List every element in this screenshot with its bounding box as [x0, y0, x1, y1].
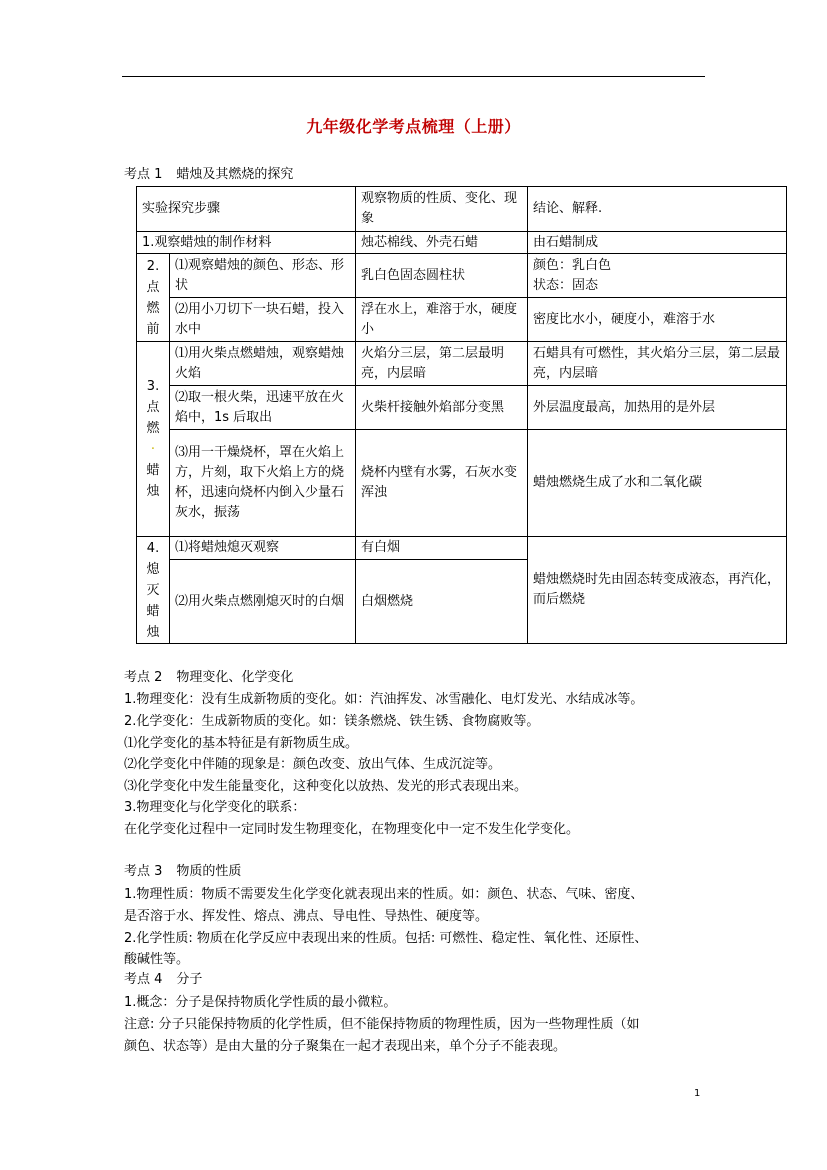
header-rule	[122, 76, 705, 77]
observe-cell: 乳白色固态圆柱状	[356, 254, 528, 298]
conclusion-cell: 由石蜡制成	[528, 232, 787, 254]
section-4-label: 考点 4	[124, 972, 163, 987]
step-cell: ⑴将蜡烛熄灭观察	[170, 537, 356, 560]
table-header-row	[137, 187, 787, 232]
step-cell: ⑵取一根火柴，迅速平放在火焰中，1s 后取出	[170, 386, 356, 430]
conclusion-cell: 蜡烛燃烧生成了水和二氧化碳	[528, 430, 787, 537]
observe-cell: 烧杯内壁有水雾，石灰水变浑浊	[356, 430, 528, 537]
experiment-table	[136, 186, 787, 644]
section-2-line: ⑶化学变化中发生能量变化，这种变化以放热、发光的形式表现出来。	[124, 779, 528, 794]
page-number: 1	[694, 1088, 701, 1099]
conclusion-cell: 密度比水小，硬度小，难溶于水	[528, 298, 787, 342]
step-cell: ⑵用小刀切下一块石蜡，投入水中	[170, 298, 356, 342]
section-2-label: 考点 2	[124, 670, 163, 685]
section-2-line: ⑴化学变化的基本特征是有新物质生成。	[124, 736, 359, 751]
section-2-line: 3.物理变化与化学变化的联系：	[124, 800, 306, 815]
observe-cell: 火柴杆接触外焰部分变黑	[356, 386, 528, 430]
observe-cell: 火焰分三层，第二层最明亮，内层暗	[356, 342, 528, 386]
observe-cell: 有白烟	[356, 537, 528, 560]
table-row	[137, 342, 787, 386]
section-4-heading	[124, 970, 202, 990]
observe-cell: 烛芯棉线、外壳石蜡	[356, 232, 528, 254]
section-1-label: 考点 1	[124, 167, 163, 182]
step-cell: ⑴观察蜡烛的颜色、形态、形状	[170, 254, 356, 298]
step-cell: ⑴用火柴点燃蜡烛，观察蜡烛火焰	[170, 342, 356, 386]
table-row	[137, 430, 787, 537]
conclusion-cell: 颜色：乳白色 状态：固态	[528, 254, 787, 298]
group-3-label: 3. 点 燃 · 蜡 烛	[137, 342, 170, 537]
dot-mark: ·	[150, 442, 156, 457]
section-4-line: 1.概念：分子是保持物质化学性质的最小微粒。	[124, 995, 397, 1010]
step-cell: ⑵用火柴点燃刚熄灭时的白烟	[170, 560, 356, 644]
section-4-line: 颜色、状态等）是由大量的分子聚集在一起才表现出来，单个分子不能表现。	[124, 1039, 567, 1054]
step-cell: ⑶用一干燥烧杯，罩在火焰上方，片刻，取下火焰上方的烧杯，迅速向烧杯内倒入少量石灰水，振荡	[170, 430, 356, 537]
section-3-label: 考点 3	[124, 864, 163, 879]
table-row	[137, 254, 787, 298]
table-row	[137, 386, 787, 430]
section-3-line: 1.物理性质：物质不需要发生化学变化就表现出来的性质。如：颜色、状态、气味、密度、	[124, 887, 644, 902]
conclusion-cell: 蜡烛燃烧时先由固态转变成液态，再汽化，而后燃烧	[528, 537, 787, 644]
table-row	[137, 537, 787, 560]
header-step: 实验探究步骤	[137, 187, 356, 232]
section-2-line: ⑵化学变化中伴随的现象是：颜色改变、放出气体、生成沉淀等。	[124, 757, 502, 772]
conclusion-cell: 石蜡具有可燃性，其火焰分三层，第二层最亮，内层暗	[528, 342, 787, 386]
section-3-name: 物质的性质	[176, 864, 242, 879]
section-2-heading	[124, 668, 293, 688]
section-3-line: 是否溶于水、挥发性、熔点、沸点、导电性、导热性、硬度等。	[124, 909, 489, 924]
document-title: 九年级化学考点梳理（上册）	[306, 117, 521, 136]
observe-cell: 白烟燃烧	[356, 560, 528, 644]
section-3-line: 2.化学性质: 物质在化学反应中表现出来的性质。包括: 可燃性、稳定性、氧化性、还原性、	[124, 931, 648, 946]
section-4-name: 分子	[176, 972, 203, 987]
section-4-line: 注意: 分子只能保持物质的化学性质，但不能保持物质的物理性质，因为一些物理性质（如	[124, 1017, 640, 1032]
section-2-line: 1.物理变化：没有生成新物质的变化。如：汽油挥发、冰雪融化、电灯发光、水结成冰等。	[124, 692, 644, 707]
header-conclusion: 结论、解释.	[528, 187, 787, 232]
section-1-name: 蜡烛及其燃烧的探究	[176, 167, 294, 182]
section-2-line: 在化学变化过程中一定同时发生物理变化，在物理变化中一定不发生化学变化。	[124, 822, 580, 837]
section-3-heading	[124, 862, 241, 882]
section-2-name: 物理变化、化学变化	[176, 670, 294, 685]
section-2-line: 2.化学变化：生成新物质的变化。如：镁条燃烧、铁生锈、食物腐败等。	[124, 714, 540, 729]
group-2-label: 2. 点 燃 前	[137, 254, 170, 342]
table-row	[137, 298, 787, 342]
section-3-line: 酸碱性等。	[124, 952, 190, 967]
header-observe: 观察物质的性质、变化、现象	[356, 187, 528, 232]
observe-cell: 浮在水上，难溶于水，硬度小	[356, 298, 528, 342]
section-1-heading	[124, 165, 293, 185]
group-4-label: 4. 熄 灭 蜡 烛	[137, 537, 170, 644]
table-row	[137, 232, 787, 254]
conclusion-cell: 外层温度最高，加热用的是外层	[528, 386, 787, 430]
step-cell: 1.观察蜡烛的制作材料	[137, 232, 356, 254]
